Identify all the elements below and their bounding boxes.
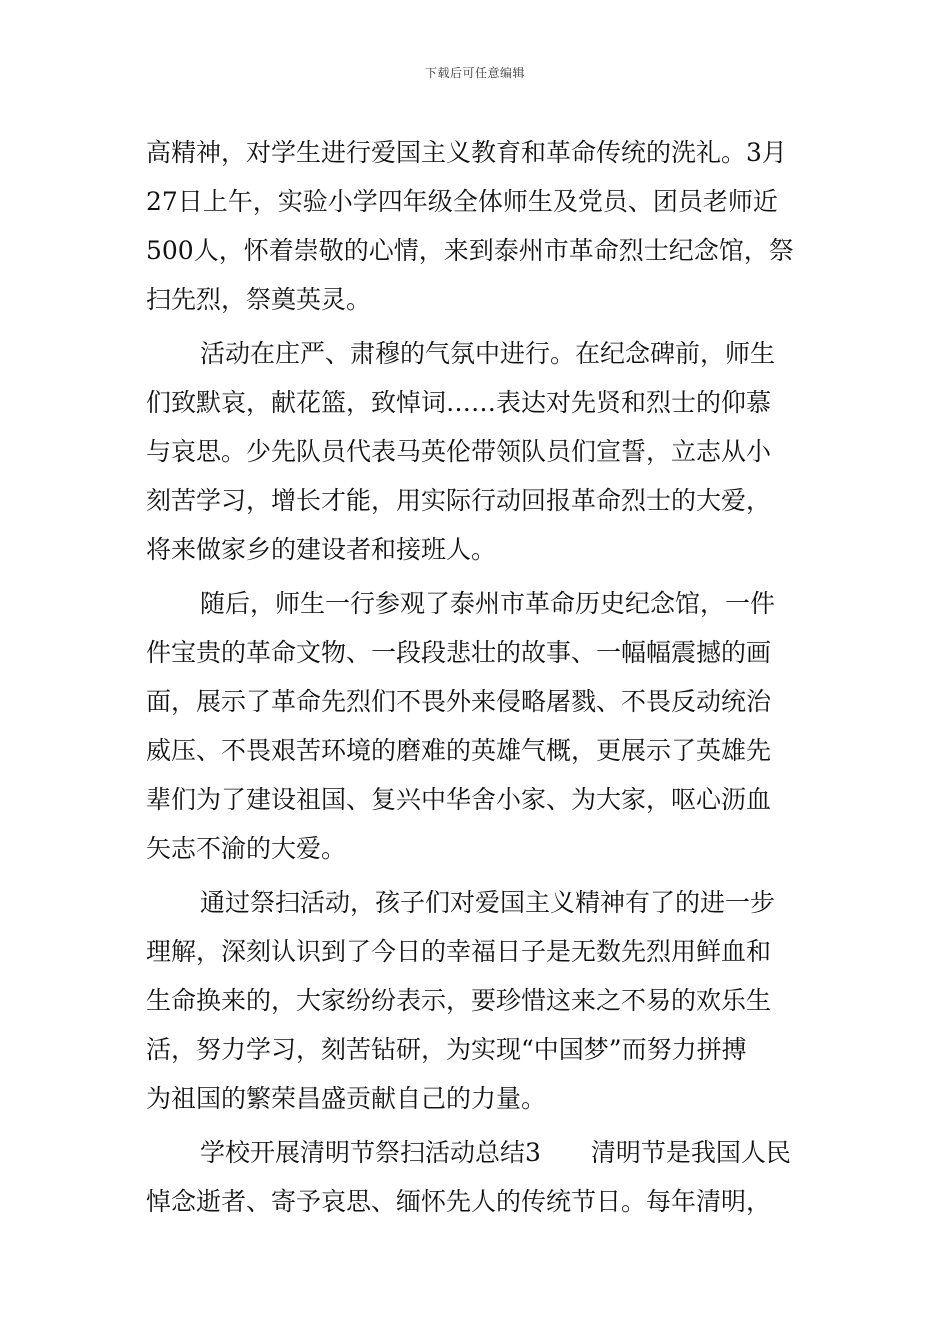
text-line: 件宝贵的革命文物、一段段悲壮的故事、一幅幅震撼的画 [146, 638, 772, 667]
text-line: 悼念逝者、寄予哀思、缅怀先人的传统节日。每年清明， [146, 1187, 772, 1216]
text-line: 与哀思。少先队员代表马英伦带领队员们宣誓，立志从小 [146, 437, 772, 466]
text-line: 刻苦学习，增长才能，用实际行动回报革命烈士的大爱， [146, 486, 772, 515]
document-body [146, 128, 808, 1226]
text-line: 面，展示了革命先烈们不畏外来侵略屠戮、不畏反动统治 [146, 687, 772, 716]
text-line: 理解，深刻认识到了今日的幸福日子是无数先烈用鲜血和 [146, 937, 772, 966]
text-line: 矢志不渝的大爱。 [146, 834, 347, 863]
page-header: 下载后可任意编辑 [424, 66, 525, 80]
paragraph [146, 579, 808, 873]
text-line: 活动在庄严、肃穆的气氛中进行。在纪念碑前，师生 [200, 339, 776, 368]
paragraph [146, 1128, 808, 1226]
text-line: 高精神，对学生进行爱国主义教育和革命传统的洗礼。3月 [146, 138, 787, 167]
text-line: 威压、不畏艰苦环境的磨难的英雄气概，更展示了英雄先 [146, 736, 772, 765]
text-line: 将来做家乡的建设者和接班人。 [146, 535, 497, 564]
text-line: 为祖国的繁荣昌盛贡献自己的力量。 [146, 1084, 547, 1113]
paragraph [146, 878, 808, 1123]
text-line: 随后，师生一行参观了泰州市革命历史纪念馆，一件 [200, 589, 776, 618]
text-line: 辈们为了建设祖国、复兴中华舍小家、为大家，呕心沥血 [146, 785, 772, 814]
text-line: 生命换来的，大家纷纷表示，要珍惜这来之不易的欢乐生 [146, 986, 772, 1015]
text-line: 扫先烈，祭奠英灵。 [146, 285, 372, 314]
text-line: 学校开展清明节祭扫活动总结3 清明节是我国人民 [200, 1138, 791, 1167]
paragraph [146, 329, 808, 574]
text-line: 500人，怀着崇敬的心情，来到泰州市革命烈士纪念馆，祭 [146, 236, 794, 265]
text-line: 27日上午，实验小学四年级全体师生及党员、团员老师近 [146, 187, 778, 216]
paragraph [146, 128, 808, 324]
text-line: 通过祭扫活动，孩子们对爱国主义精神有了的进一步 [200, 888, 776, 917]
text-line: 活，努力学习，刻苦钻研，为实现“中国梦”而努力拼搏 [146, 1035, 747, 1064]
text-line: 们致默哀，献花篮，致悼词……表达对先贤和烈士的仰慕 [146, 388, 772, 417]
